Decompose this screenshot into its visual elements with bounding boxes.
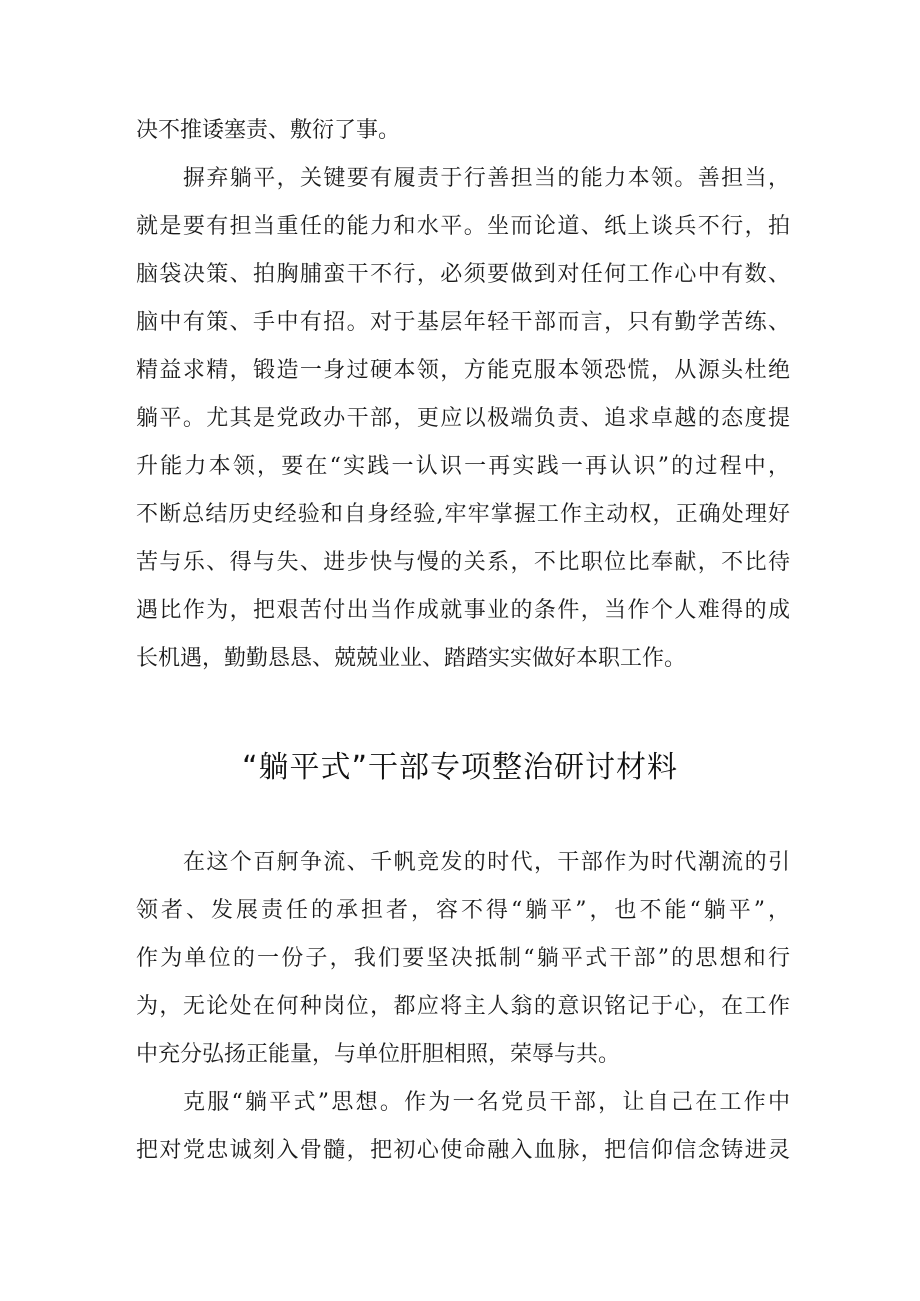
document-heading: “躺平式”干部专项整治研讨材料 (241, 750, 679, 785)
paragraph-line: 苦与乐、得与失、进步快与慢的关系，不比职位比奉献，不比待 (136, 550, 790, 575)
paragraph-line: 中充分弘扬正能量，与单位肝胆相照，荣辱与共。 (136, 1042, 621, 1067)
paragraph-line: 长机遇，勤勤恳恳、兢兢业业、踏踏实实做好本职工作。 (136, 646, 687, 671)
paragraph-line: 把对党忠诚刻入骨髓，把初心使命融入血脉，把信仰信念铸进灵 (136, 1138, 790, 1163)
paragraph-line: 升能力本领，要在“实践一认识一再实践一再认识”的过程中， (136, 454, 790, 479)
paragraph-line: 躺平。尤其是党政办干部，更应以极端负责、追求卓越的态度提 (136, 406, 790, 431)
paragraph-line: 在这个百舸争流、千帆竞发的时代，干部作为时代潮流的引 (183, 850, 790, 875)
paragraph-line: 脑中有策、手中有招。对于基层年轻干部而言，只有勤学苦练、 (136, 310, 790, 335)
paragraph-line: 摒弃躺平，关键要有履责于行善担当的能力本领。善担当， (183, 166, 790, 191)
paragraph-line: 脑袋决策、拍胸脯蛮干不行，必须要做到对任何工作心中有数、 (136, 262, 790, 287)
paragraph-line: 为，无论处在何种岗位，都应将主人翁的意识铭记于心，在工作 (136, 994, 790, 1019)
paragraph-line: 领者、发展责任的承担者，容不得“躺平”，也不能“躺平”， (136, 898, 790, 923)
paragraph-line: 不断总结历史经验和自身经验,牢牢掌握工作主动权，正确处理好 (136, 502, 790, 527)
paragraph-line: 精益求精，锻造一身过硬本领，方能克服本领恐慌，从源头杜绝 (136, 358, 790, 383)
paragraph-line: 遇比作为，把艰苦付出当作成就事业的条件，当作个人难得的成 (136, 598, 790, 623)
paragraph-line: 克服“躺平式”思想。作为一名党员干部，让自己在工作中 (183, 1090, 790, 1115)
paragraph-line: 决不推诿塞责、敷衍了事。 (136, 118, 401, 143)
paragraph-line: 作为单位的一份子，我们要坚决抵制“躺平式干部”的思想和行 (136, 946, 790, 971)
paragraph-line: 就是要有担当重任的能力和水平。坐而论道、纸上谈兵不行，拍 (136, 214, 790, 239)
